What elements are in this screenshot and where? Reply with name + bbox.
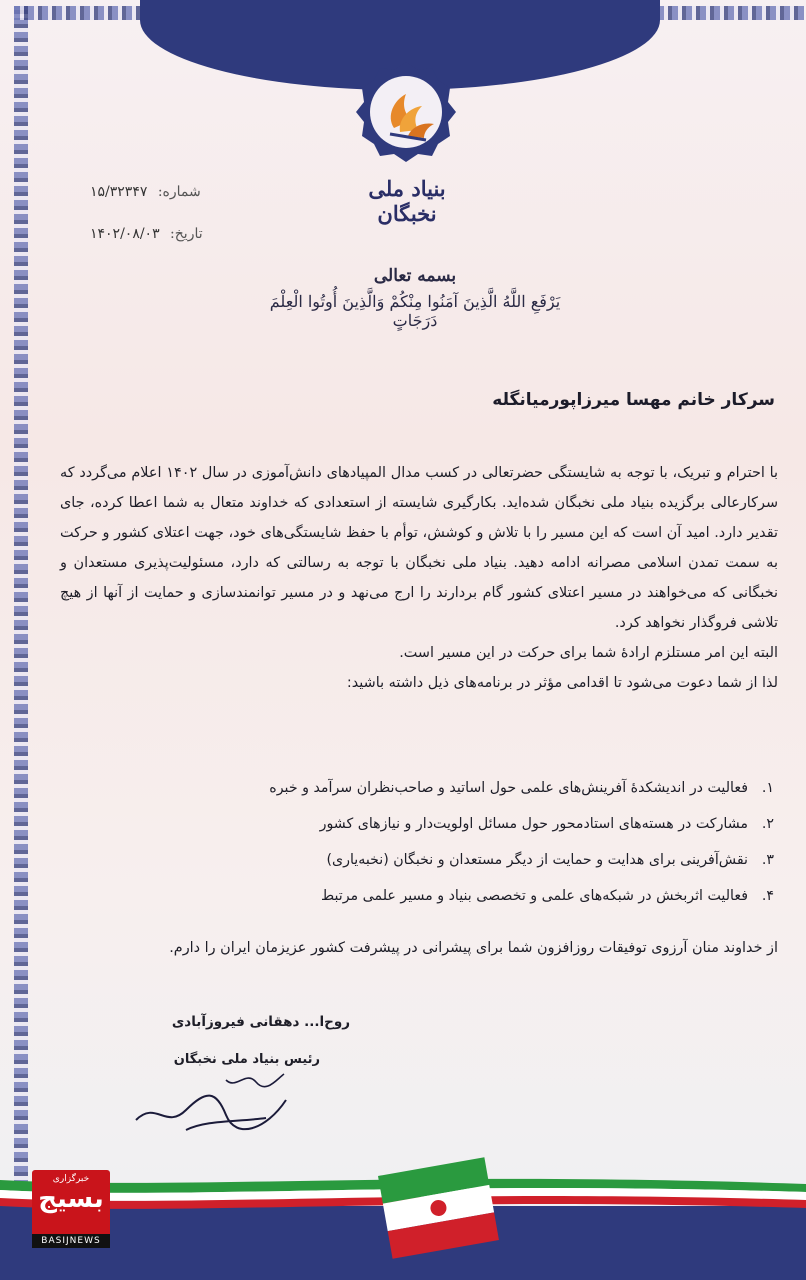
- foundation-logo-icon: [354, 60, 458, 164]
- bismillah: بسمه تعالی: [373, 266, 457, 286]
- program-list: [120, 770, 774, 914]
- number-label: شماره:: [157, 184, 201, 200]
- signature-icon: [126, 1060, 296, 1140]
- basij-news-badge: خبرگزاری بسیج BASIJNEWS: [32, 1170, 110, 1248]
- list-item: ۴. فعالیت اثربخش در شبکه‌های علمی و تخصصی بنیاد و مسیر علمی مرتبط: [321, 888, 774, 904]
- flag-band: [0, 1150, 806, 1280]
- body-line-2: البته این امر مستلزم ارادهٔ شما برای حرکت در این مسیر است.: [399, 645, 778, 661]
- date-value: ۱۴۰۲/۰۸/۰۳: [90, 226, 160, 242]
- list-item: ۱. فعالیت در اندیشکدهٔ آفرینش‌های علمی حول اساتید و صاحب‌نظران سرآمد و خبره: [269, 780, 774, 796]
- body-invite: لذا از شما دعوت می‌شود تا اقدامی مؤثر در برنامه‌های ذیل داشته باشید:: [346, 675, 778, 691]
- closing-line: از خداوند منان آرزوی توفیقات روزافزون شما برای پیشرانی در پیشرفت کشور عزیزمان ایران را دارم.: [169, 940, 778, 956]
- number-value: ۱۵/۳۲۳۴۷: [90, 184, 148, 200]
- date-label: تاریخ:: [170, 226, 203, 242]
- letter-body: [60, 458, 778, 698]
- letter-date: [90, 226, 203, 242]
- logo-text: بنیاد ملی نخبگان: [368, 176, 446, 226]
- left-border-pattern: [14, 6, 28, 1186]
- quran-verse: يَرْفَعِ اللَّهُ الَّذِينَ آمَنُوا مِنْكُمْ وَالَّذِينَ أُوتُوا الْعِلْمَ دَرَجَاتٍ: [269, 292, 561, 330]
- signer-name: روح‌ا... دهقانی فیروزآبادی: [171, 1014, 350, 1030]
- signer-title: رئیس بنیاد ملی نخبگان: [173, 1052, 320, 1067]
- list-item: ۲. مشارکت در هسته‌های استادمحور حول مسائل اولویت‌دار و نیازهای کشور: [319, 816, 774, 832]
- list-item: ۳. نقش‌آفرینی برای هدایت و حمایت از دیگر مستعدان و نخبگان (نخبه‌یاری): [326, 852, 774, 868]
- letter-number: [90, 184, 201, 200]
- recipient: سرکار خانم مهسا میرزاپورمیانگله: [492, 390, 775, 410]
- body-paragraph: با احترام و تبریک، با توجه به شایستگی حضرتعالی در کسب مدال المپیادهای دانش‌آموزی در سال ۱۴۰۲ اعلام می‌گردد که سرکارعالی برگزیده بنیاد ملی نخبگان شده‌اید. بکارگیری شایسته از استعدادی که خداوند متعال به شما اعطا کرده، جای تقدیر دارد. امید آن است که این مسیر را با تلاش و کوشش، توأم با حفظ شایستگی‌های خود، جهت اعتلای کشور و حرکت به سمت تمدن اسلامی مصرانه ادامه دهید. بنیاد ملی نخبگان با توجه به رسالتی که دارد، مسئولیت‌پذیری مستعدان و نخبگانی که می‌خواهند در مسیر اعتلای کشور گام بردارند را ارج می‌نهد و در مسیر توانمندسازی و حمایت از آنها از هیچ تلاشی فروگذار نخواهد کرد.: [60, 465, 778, 631]
